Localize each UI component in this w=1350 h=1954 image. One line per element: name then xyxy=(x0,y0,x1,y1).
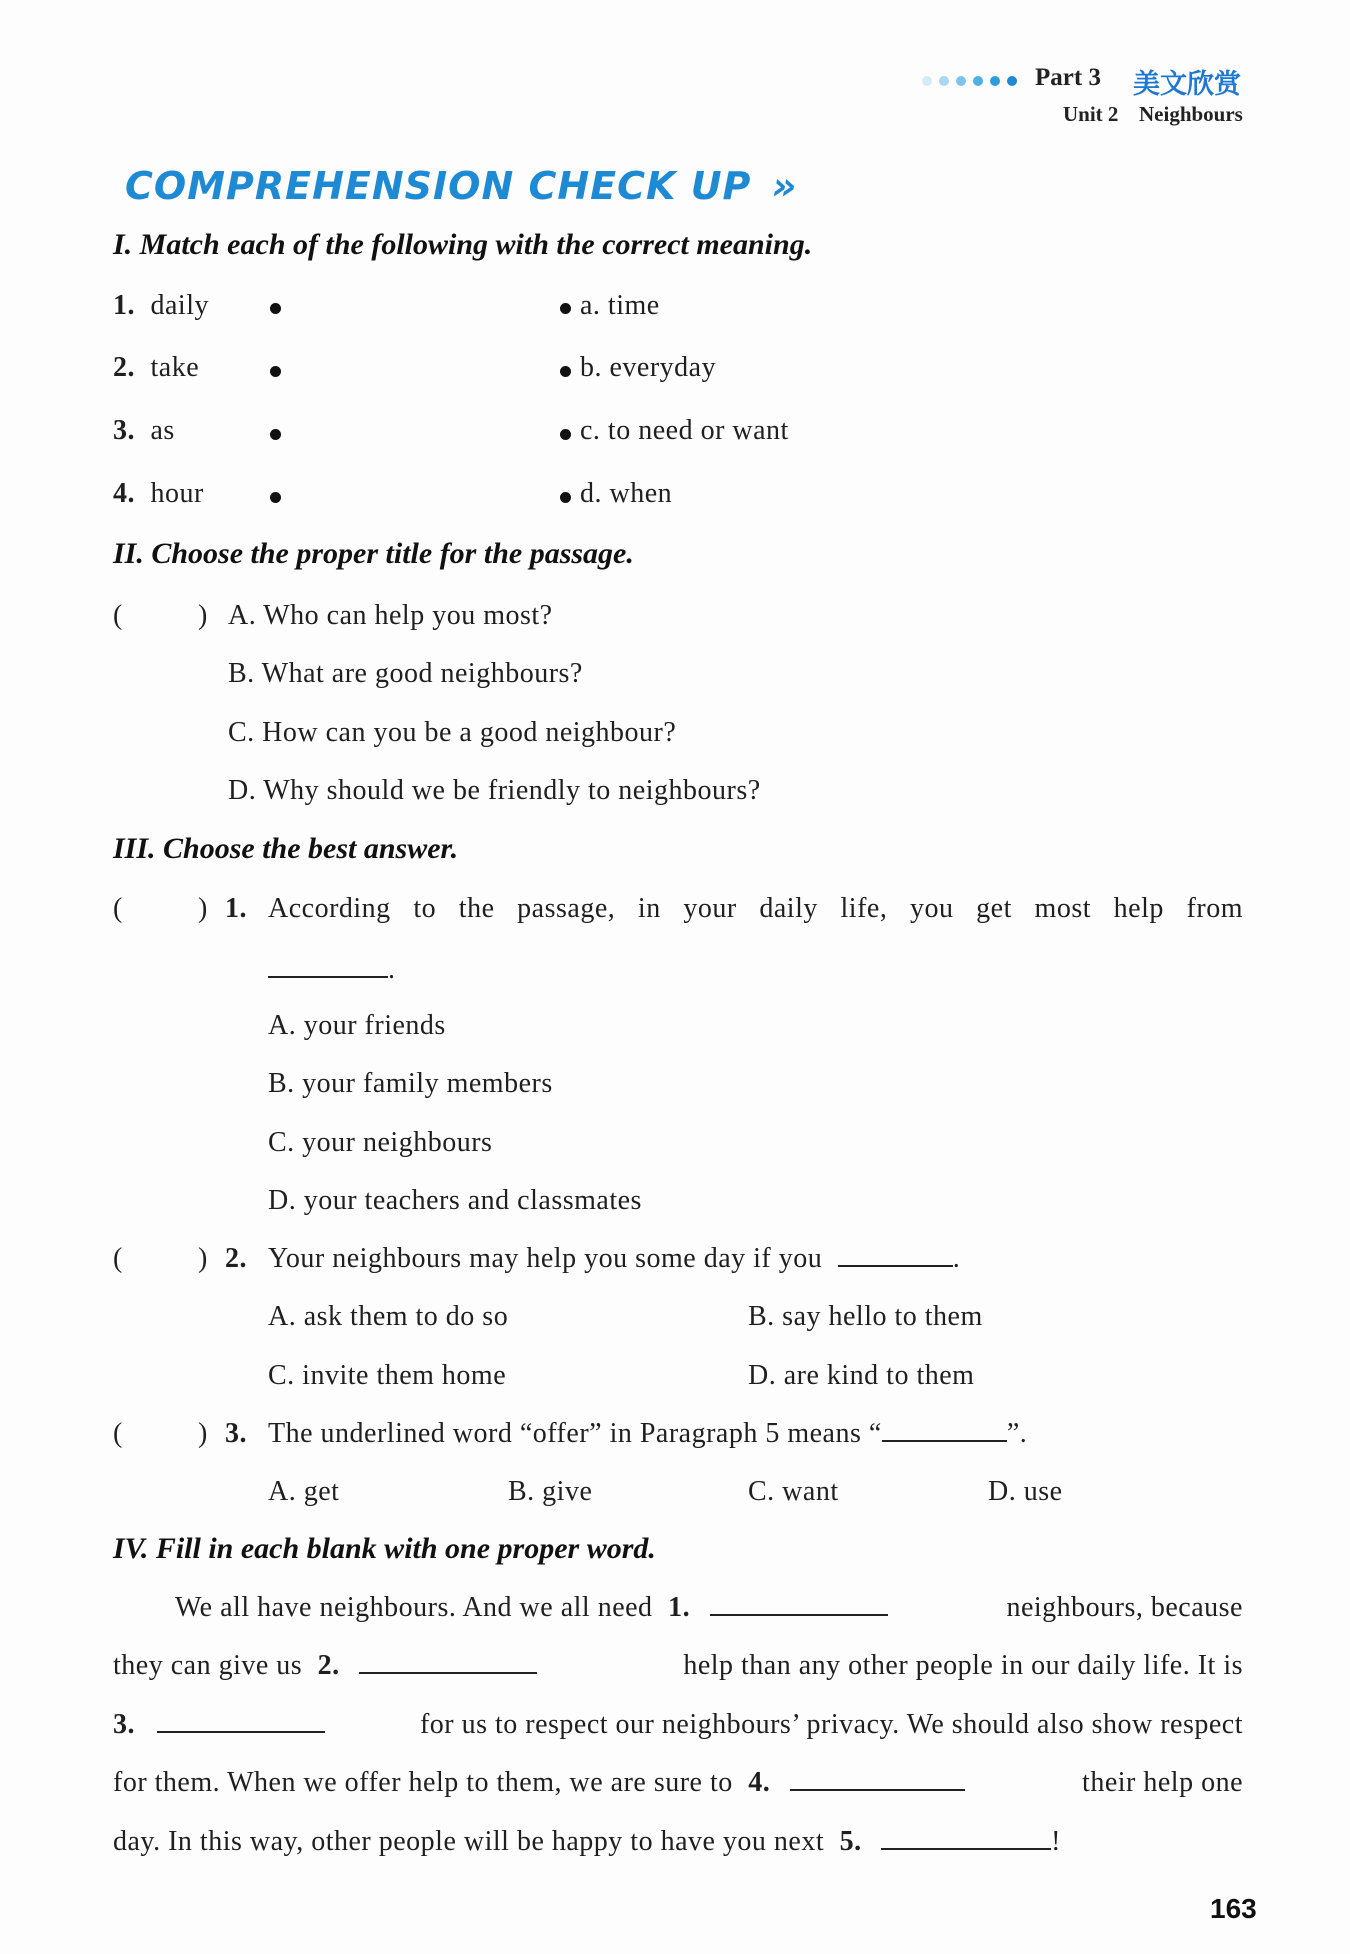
header-dot xyxy=(973,76,983,86)
match-dot-right[interactable] xyxy=(560,303,571,314)
match-num: 1. xyxy=(113,290,135,321)
q3-option-a: A. get xyxy=(268,1476,340,1507)
cloze-text: for us to respect our neighbours’ privacy. We should also show respect xyxy=(419,1709,1243,1740)
match-right-a: a. time xyxy=(580,290,660,321)
q1-option-a: A. your friends xyxy=(268,1010,446,1041)
header-dot xyxy=(990,76,1000,86)
match-word: hour xyxy=(150,478,204,509)
title-option-d: D. Why should we be friendly to neighbours? xyxy=(228,775,761,806)
section2-title: II. Choose the proper title for the passage. xyxy=(113,537,634,570)
answer-paren-close: ) xyxy=(198,1243,208,1274)
q3-option-c: C. want xyxy=(748,1476,839,1507)
cloze-blank-3[interactable] xyxy=(157,1709,325,1733)
match-right-b: b. everyday xyxy=(580,352,717,383)
match-dot-left[interactable] xyxy=(270,429,281,440)
question-text-main: Your neighbours may help you some day if you xyxy=(268,1243,823,1274)
question-number: 3. xyxy=(225,1418,247,1449)
cloze-line-1 xyxy=(113,1592,1243,1624)
match-num: 2. xyxy=(113,352,135,383)
cloze-number: 4. xyxy=(748,1767,771,1798)
match-left-1 xyxy=(113,290,209,322)
cloze-blank-2[interactable] xyxy=(359,1650,537,1674)
q2-option-d: D. are kind to them xyxy=(748,1360,975,1391)
cloze-number: 2. xyxy=(317,1650,340,1681)
match-right-c: c. to need or want xyxy=(580,415,789,446)
question-text-main: The underlined word “offer” in Paragraph 5 means “ xyxy=(268,1418,882,1449)
cloze-number: 3. xyxy=(113,1709,135,1740)
q3-option-d: D. use xyxy=(988,1476,1063,1507)
cloze-line-3 xyxy=(113,1709,1243,1741)
q1-option-b: B. your family members xyxy=(268,1068,553,1099)
header-dot xyxy=(1007,76,1017,86)
match-right-d: d. when xyxy=(580,478,673,509)
match-dot-left[interactable] xyxy=(270,303,281,314)
cloze-blank-1[interactable] xyxy=(710,1592,888,1616)
match-num: 3. xyxy=(113,415,135,446)
answer-paren-close: ) xyxy=(198,600,208,631)
match-word: daily xyxy=(150,290,209,321)
title-option-b: B. What are good neighbours? xyxy=(228,658,583,689)
match-dot-left[interactable] xyxy=(270,366,281,377)
cloze-blank-4[interactable] xyxy=(790,1767,965,1791)
cloze-blank-5[interactable] xyxy=(881,1826,1051,1850)
cloze-text: for them. When we offer help to them, we are sure to xyxy=(113,1767,733,1798)
answer-paren-close: ) xyxy=(198,1418,208,1449)
answer-line[interactable] xyxy=(838,1243,953,1267)
cloze-text: neighbours, because xyxy=(1006,1592,1243,1623)
answer-paren-open: ( xyxy=(113,1418,123,1449)
match-left-2 xyxy=(113,352,199,384)
cloze-text: they can give us xyxy=(113,1650,303,1681)
cloze-line-2 xyxy=(113,1650,1243,1682)
question-tail: ”. xyxy=(1006,1418,1028,1449)
answer-paren-open: ( xyxy=(113,1243,123,1274)
match-dot-right[interactable] xyxy=(560,366,571,377)
question-number: 2. xyxy=(225,1243,247,1274)
header-unit-title: Neighbours xyxy=(1139,102,1243,126)
cloze-number: 1. xyxy=(668,1592,691,1623)
match-left-3 xyxy=(113,415,175,447)
answer-paren-close: ) xyxy=(198,893,208,924)
answer-line[interactable] xyxy=(882,1418,1007,1442)
title-option-c: C. How can you be a good neighbour? xyxy=(228,717,677,748)
q1-option-c: C. your neighbours xyxy=(268,1127,493,1158)
answer-blank[interactable] xyxy=(128,1243,198,1275)
header-dots xyxy=(922,72,1024,90)
cloze-text: their help one xyxy=(1082,1767,1243,1798)
match-dot-right[interactable] xyxy=(560,429,571,440)
banner-arrow-icon: » xyxy=(771,164,798,208)
question-text xyxy=(268,1418,1027,1450)
section4-title: IV. Fill in each blank with one proper word. xyxy=(113,1532,656,1565)
cloze-number: 5. xyxy=(839,1826,862,1857)
cloze-text: day. In this way, other people will be happy to have you next xyxy=(113,1826,825,1857)
question-tail: . xyxy=(952,1243,961,1274)
match-word: as xyxy=(150,415,175,446)
answer-paren-open: ( xyxy=(113,893,123,924)
match-dot-right[interactable] xyxy=(560,492,571,503)
header-dot xyxy=(956,76,966,86)
cloze-text: ! xyxy=(1051,1826,1061,1857)
question-number: 1. xyxy=(225,893,247,924)
answer-line[interactable] xyxy=(268,954,396,986)
answer-blank[interactable] xyxy=(128,600,198,632)
q1-option-d: D. your teachers and classmates xyxy=(268,1185,642,1216)
header-part: Part 3 xyxy=(1035,64,1101,91)
section3-title: III. Choose the best answer. xyxy=(113,832,459,865)
header-unit: Unit 2 xyxy=(1063,102,1119,126)
match-dot-left[interactable] xyxy=(270,492,281,503)
page-number: 163 xyxy=(1210,1893,1257,1924)
match-num: 4. xyxy=(113,478,135,509)
q2-option-b: B. say hello to them xyxy=(748,1301,983,1332)
section1-title: I. Match each of the following with the correct meaning. xyxy=(113,228,813,261)
cloze-line-5 xyxy=(113,1826,1061,1858)
question-tail: . xyxy=(388,954,396,985)
question-text xyxy=(268,1243,960,1275)
match-left-4 xyxy=(113,478,204,510)
q2-option-c: C. invite them home xyxy=(268,1360,507,1391)
answer-paren-open: ( xyxy=(113,600,123,631)
header-part-cn: 美文欣赏 xyxy=(1133,69,1241,100)
comprehension-banner xyxy=(125,164,797,208)
match-word: take xyxy=(150,352,200,383)
answer-blank[interactable] xyxy=(128,893,198,925)
banner-text: COMPREHENSION CHECK UP xyxy=(125,164,752,208)
header-dot xyxy=(922,76,932,86)
title-option-a: A. Who can help you most? xyxy=(228,600,553,631)
cloze-line-4 xyxy=(113,1767,1243,1799)
answer-blank[interactable] xyxy=(128,1418,198,1450)
q2-option-a: A. ask them to do so xyxy=(268,1301,509,1332)
header-dot xyxy=(939,76,949,86)
cloze-text: We all have neighbours. And we all need xyxy=(175,1592,653,1623)
question-text: According to the passage, in your daily life, you get most help from xyxy=(268,893,1243,924)
q3-option-b: B. give xyxy=(508,1476,593,1507)
cloze-text: help than any other people in our daily life. It is xyxy=(683,1650,1243,1681)
